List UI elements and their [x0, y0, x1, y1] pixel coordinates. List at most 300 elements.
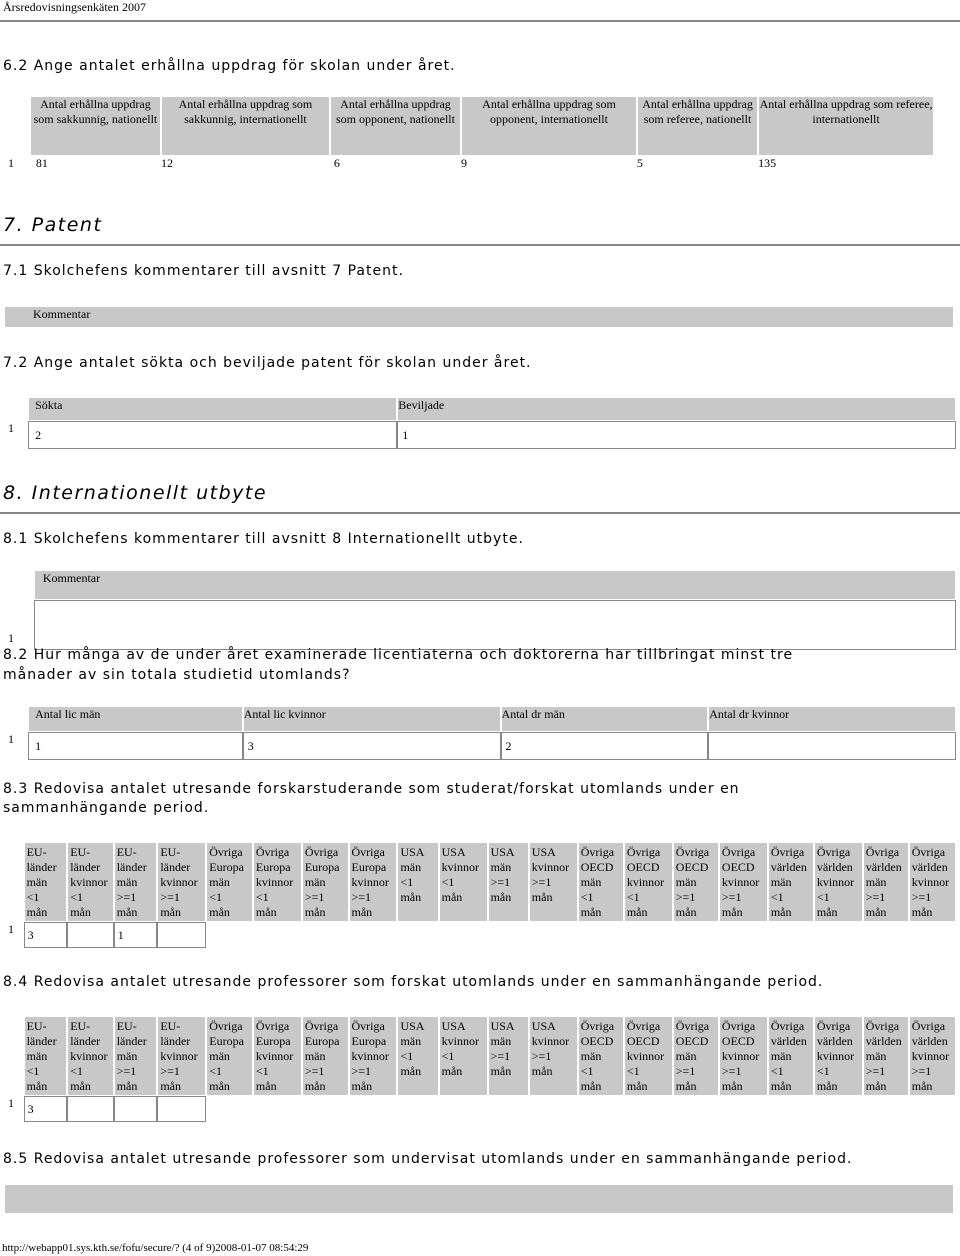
table-cell: 1: [28, 732, 243, 760]
column-header: [529, 1016, 578, 1096]
column-header: Antal erhållna uppdrag som opponent, nationellt: [330, 96, 461, 156]
column-header-line: mån: [160, 905, 181, 919]
column-header: Antal erhållna uppdrag som referee, internationellt: [758, 96, 934, 156]
column-header: [488, 1016, 529, 1096]
table-cell: [814, 1096, 863, 1122]
section-6-2-heading: 6.2 Ange antalet erhållna uppdrag för skolan under året.: [3, 58, 456, 74]
column-header-line: mån: [304, 905, 326, 919]
table-cell: [157, 922, 206, 948]
column-header-line: Europa: [304, 860, 340, 874]
assignments-table: [0, 96, 934, 176]
column-header-line: mån: [116, 1079, 138, 1093]
row-index: 1: [8, 631, 14, 645]
column-header-line: Övriga: [351, 1019, 385, 1033]
column-header-line: kvinnor: [531, 1034, 570, 1048]
column-header-line: EU-: [116, 845, 137, 859]
column-header: [529, 842, 578, 922]
table-cell: 81: [35, 156, 48, 170]
column-header-line: mån: [490, 890, 512, 904]
table-cell: [814, 922, 863, 948]
column-header-line: män: [675, 1049, 697, 1063]
column-header-line: kvinnor: [816, 875, 855, 889]
column-header-line: EU-: [70, 1019, 91, 1033]
column-header-line: <1: [626, 890, 640, 904]
table-cell: [624, 1096, 673, 1122]
column-header-line: mån: [626, 1079, 648, 1093]
column-header-line: >=1: [721, 890, 742, 904]
column-header-line: <1: [400, 875, 414, 889]
column-header-line: Övriga: [770, 1019, 805, 1033]
column-header-line: världen: [865, 1034, 902, 1048]
column-header-line: mån: [26, 1079, 48, 1093]
column-header: [909, 842, 956, 922]
column-header: [488, 842, 529, 922]
column-header-line: >=1: [160, 1064, 180, 1078]
column-header-line: män: [580, 1049, 602, 1063]
table-cell: [206, 922, 253, 948]
column-header-line: mån: [441, 1064, 463, 1078]
column-header-line: mån: [26, 905, 48, 919]
column-header: Kommentar: [34, 570, 956, 600]
column-header: [909, 1016, 956, 1096]
column-header: [24, 1016, 68, 1096]
row-index: 1: [8, 1096, 14, 1110]
column-header-line: OECD: [626, 1034, 660, 1048]
column-header-line: kvinnor: [626, 1049, 665, 1063]
column-header-line: mån: [626, 905, 648, 919]
column-header-line: <1: [255, 1064, 269, 1078]
column-header-line: mån: [675, 1079, 697, 1093]
table-cell: [67, 922, 114, 948]
column-header-line: mån: [531, 890, 553, 904]
column-header-line: kvinnor: [721, 1049, 760, 1063]
table-cell: 5: [636, 156, 643, 170]
column-header-line: Övriga: [626, 1019, 661, 1033]
column-header-line: kvinnor: [531, 860, 570, 874]
table-corner: [0, 842, 24, 922]
column-header-line: <1: [816, 890, 830, 904]
column-header-line: kvinnor: [70, 875, 108, 889]
column-header-line: USA: [490, 845, 515, 859]
column-header-line: mån: [770, 905, 792, 919]
column-header: [349, 842, 398, 922]
column-header-line: Övriga: [675, 845, 710, 859]
table-cell: [302, 922, 349, 948]
column-header-line: länder: [116, 860, 147, 874]
table-cell: [439, 922, 488, 948]
table-cell: [439, 1096, 488, 1122]
column-header-line: <1: [400, 1049, 414, 1063]
table-cell: 2: [28, 421, 397, 449]
column-header-line: länder: [70, 1034, 101, 1048]
column-header-line: >=1: [911, 890, 932, 904]
table-cell: 6: [333, 156, 340, 170]
column-header-line: mån: [116, 905, 138, 919]
table-cell: [909, 922, 956, 948]
column-header-line: världen: [911, 860, 948, 874]
column-header-line: länder: [70, 860, 101, 874]
column-header: Antal lic kvinnor: [243, 706, 501, 732]
column-header-line: <1: [770, 1064, 784, 1078]
abroad-graduates-table: [0, 706, 956, 760]
table-cell: [253, 1096, 302, 1122]
column-header: [673, 1016, 719, 1096]
column-header-line: Övriga: [865, 845, 900, 859]
table-cell: [708, 732, 956, 760]
column-header: [624, 1016, 673, 1096]
column-header-line: Övriga: [626, 845, 661, 859]
column-header-line: <1: [70, 1064, 83, 1078]
column-header-line: mån: [580, 905, 602, 919]
column-header-line: mån: [400, 890, 422, 904]
column-header-line: män: [209, 1049, 230, 1063]
column-header-line: kvinnor: [626, 875, 665, 889]
column-header: Beviljade: [397, 397, 956, 421]
divider: [0, 20, 960, 22]
column-header: Antal dr män: [501, 706, 709, 732]
column-header-line: världen: [770, 1034, 807, 1048]
column-header-line: Övriga: [911, 845, 946, 859]
column-header: Antal dr kvinnor: [708, 706, 956, 732]
column-header-line: mån: [531, 1064, 553, 1078]
column-header-line: >=1: [531, 875, 552, 889]
column-header: Antal erhållna uppdrag som opponent, internationellt: [461, 96, 637, 156]
column-header: [439, 842, 488, 922]
section-8-4-heading: 8.4 Redovisa antalet utresande professorer som forskat utomlands under en sammanhängande period.: [3, 974, 824, 990]
column-header: [814, 1016, 863, 1096]
column-header-line: män: [304, 1049, 326, 1063]
column-header-line: Övriga: [351, 845, 385, 859]
column-header-line: Övriga: [675, 1019, 710, 1033]
table-cell: [397, 1096, 438, 1122]
column-header-line: män: [26, 1049, 48, 1063]
column-header-line: >=1: [490, 875, 511, 889]
column-header-line: kvinnor: [911, 1049, 950, 1063]
column-header-line: män: [400, 860, 422, 874]
table-cell: [349, 922, 398, 948]
page-header-title: Årsredovisningsenkäten 2007: [3, 0, 146, 14]
column-header-line: mån: [911, 905, 933, 919]
column-header-line: mån: [351, 1079, 373, 1093]
divider: [0, 244, 960, 246]
column-header-line: Övriga: [721, 1019, 756, 1033]
column-header-line: >=1: [865, 890, 886, 904]
column-header-line: Övriga: [721, 845, 756, 859]
column-header-line: mån: [721, 1079, 743, 1093]
column-header: [114, 842, 158, 922]
table-cell: [302, 1096, 349, 1122]
column-header-line: länder: [26, 860, 57, 874]
column-header-line: män: [865, 1049, 887, 1063]
column-header-line: Europa: [255, 1034, 291, 1048]
section-7-heading: 7. Patent: [3, 214, 103, 236]
column-header-line: mån: [770, 1079, 792, 1093]
column-header-line: USA: [531, 845, 556, 859]
table-corner: [0, 706, 28, 732]
table-cell: [863, 922, 909, 948]
column-header: [302, 842, 349, 922]
section-8-3-heading-line2: sammanhängande period.: [3, 800, 210, 816]
column-header: [397, 1016, 438, 1096]
column-header-line: mån: [160, 1079, 181, 1093]
table-cell: [349, 1096, 398, 1122]
column-header-line: mån: [351, 905, 373, 919]
column-header-line: >=1: [160, 890, 180, 904]
column-header: [206, 1016, 253, 1096]
column-header-line: Övriga: [580, 1019, 615, 1033]
table-cell: [863, 1096, 909, 1122]
column-header: [624, 842, 673, 922]
column-header-line: mån: [255, 1079, 277, 1093]
section-8-2-heading-line2: månader av sin totala studietid utomlands?: [3, 667, 351, 683]
section-8-2-heading-line1: 8.2 Hur många av de under året examinerade licentiaterna och doktorerna har tillbringat minst tre: [3, 647, 794, 663]
column-header-line: OECD: [580, 1034, 614, 1048]
column-header-line: mån: [675, 905, 697, 919]
table-cell: [157, 1096, 206, 1122]
column-header-line: länder: [116, 1034, 147, 1048]
column-header-line: Övriga: [580, 845, 615, 859]
section-8-5-heading: 8.5 Redovisa antalet utresande professorer som undervisat utomlands under en sammanhängande period.: [3, 1151, 853, 1167]
column-header-line: >=1: [531, 1049, 552, 1063]
column-header-line: män: [675, 875, 697, 889]
column-header: [863, 842, 909, 922]
table-cell: [673, 922, 719, 948]
column-header-line: <1: [26, 1064, 40, 1078]
column-header-line: män: [116, 875, 138, 889]
column-header: [863, 1016, 909, 1096]
section-7-1-heading: 7.1 Skolchefens kommentarer till avsnitt 7 Patent.: [3, 263, 404, 279]
column-header-line: kvinnor: [255, 1049, 294, 1063]
page-footer-url: http://webapp01.sys.kth.se/fofu/secure/? (4 of 9)2008-01-07 08:54:29: [2, 1242, 309, 1254]
column-header-line: OECD: [675, 1034, 709, 1048]
column-header: Antal erhållna uppdrag som sakkunnig, nationellt: [30, 96, 161, 156]
column-header-line: OECD: [580, 860, 614, 874]
column-header: [578, 842, 624, 922]
column-header-line: män: [770, 875, 792, 889]
column-header-line: mån: [400, 1064, 422, 1078]
column-header-line: kvinnor: [351, 1049, 389, 1063]
column-header-line: <1: [816, 1064, 830, 1078]
column-header-line: världen: [865, 860, 902, 874]
column-header-line: Europa: [255, 860, 291, 874]
column-header-line: <1: [209, 1064, 223, 1078]
column-header: [253, 1016, 302, 1096]
column-header: [578, 1016, 624, 1096]
table-cell: [67, 1096, 114, 1122]
column-header-line: <1: [26, 890, 40, 904]
column-header-line: män: [116, 1049, 138, 1063]
column-header: [719, 1016, 768, 1096]
column-header-line: OECD: [675, 860, 709, 874]
column-header-line: kvinnor: [255, 875, 294, 889]
column-header-line: mån: [209, 1079, 230, 1093]
table-cell: [253, 922, 302, 948]
column-header-line: <1: [580, 890, 594, 904]
divider: [0, 512, 960, 514]
column-header-line: <1: [441, 1049, 455, 1063]
column-header: [719, 842, 768, 922]
table-cell: [397, 922, 438, 948]
column-header-line: män: [209, 875, 230, 889]
column-header-line: USA: [441, 1019, 466, 1033]
table-cell: [529, 1096, 578, 1122]
table-cell: 1: [397, 421, 956, 449]
table-cell: 3: [24, 1096, 68, 1122]
column-header-line: Övriga: [865, 1019, 900, 1033]
table-cell: 3: [24, 922, 68, 948]
column-header-line: mån: [70, 1079, 91, 1093]
column-header-line: >=1: [304, 1064, 325, 1078]
table-cell: [529, 922, 578, 948]
table-cell: [578, 922, 624, 948]
column-header: [67, 1016, 114, 1096]
table-cell: [768, 922, 814, 948]
column-header: Sökta: [28, 397, 397, 421]
row-index: 1: [8, 732, 14, 746]
section-7-2-heading: 7.2 Ange antalet sökta och beviljade patent för skolan under året.: [3, 355, 532, 371]
table-corner: [0, 397, 28, 421]
column-header: [67, 842, 114, 922]
column-header-line: mån: [911, 1079, 933, 1093]
table-cell: [673, 1096, 719, 1122]
column-header-line: kvinnor: [721, 875, 760, 889]
column-header-line: världen: [816, 860, 853, 874]
column-header-line: män: [865, 875, 887, 889]
table-cell: [578, 1096, 624, 1122]
column-header: [397, 842, 438, 922]
column-header-line: EU-: [160, 1019, 181, 1033]
column-header: [673, 842, 719, 922]
row-index: 1: [8, 922, 14, 936]
column-header-line: mån: [209, 905, 230, 919]
column-header-line: >=1: [865, 1064, 886, 1078]
table-cell: 135: [758, 156, 777, 170]
column-header-line: Övriga: [816, 845, 851, 859]
column-header-line: Europa: [351, 1034, 387, 1048]
column-header-line: Övriga: [304, 845, 339, 859]
column-header-line: Europa: [304, 1034, 340, 1048]
column-header-line: mån: [255, 905, 277, 919]
column-header-line: <1: [255, 890, 269, 904]
table-cell: [909, 1096, 956, 1122]
column-header-line: Övriga: [911, 1019, 946, 1033]
column-header-line: <1: [209, 890, 223, 904]
column-header-line: mån: [721, 905, 743, 919]
column-header-line: <1: [70, 890, 83, 904]
column-header-line: mån: [865, 1079, 887, 1093]
table-cell: [206, 1096, 253, 1122]
column-header-line: kvinnor: [351, 875, 389, 889]
column-header-line: >=1: [116, 1064, 137, 1078]
table-header-row: [4, 1184, 954, 1214]
column-header: [157, 842, 206, 922]
column-header: [157, 1016, 206, 1096]
column-header-line: män: [580, 875, 602, 889]
column-header-line: EU-: [26, 845, 47, 859]
column-header: Antal lic män: [28, 706, 243, 732]
column-header-line: EU-: [26, 1019, 47, 1033]
column-header-line: män: [490, 860, 512, 874]
column-header-line: män: [26, 875, 48, 889]
exchange-comment-table: [0, 570, 956, 650]
table-cell: [488, 922, 529, 948]
column-header-line: mån: [490, 1064, 512, 1078]
table-corner: [0, 1016, 24, 1096]
column-header-line: >=1: [351, 1064, 372, 1078]
column-header-line: USA: [531, 1019, 556, 1033]
column-header: [253, 842, 302, 922]
table-cell: [719, 922, 768, 948]
column-header-line: <1: [770, 890, 784, 904]
section-8-heading: 8. Internationellt utbyte: [3, 482, 268, 504]
table-cell: [624, 922, 673, 948]
column-header-line: kvinnor: [816, 1049, 855, 1063]
column-header-line: kvinnor: [441, 1034, 479, 1048]
column-header-line: Europa: [209, 860, 244, 874]
column-header-line: >=1: [351, 890, 372, 904]
column-header: [814, 842, 863, 922]
column-header-line: >=1: [675, 1064, 696, 1078]
column-header-line: män: [490, 1034, 512, 1048]
column-header-line: män: [400, 1034, 422, 1048]
column-header-line: världen: [816, 1034, 853, 1048]
column-header-line: USA: [400, 845, 425, 859]
column-header-line: >=1: [116, 890, 137, 904]
column-header-line: EU-: [160, 845, 181, 859]
column-header: [302, 1016, 349, 1096]
column-header-line: >=1: [911, 1064, 932, 1078]
table-corner: [0, 96, 30, 156]
patents-table: [0, 397, 956, 449]
column-header: [768, 1016, 814, 1096]
column-header-line: Övriga: [816, 1019, 851, 1033]
table-cell: [488, 1096, 529, 1122]
column-header-line: män: [770, 1049, 792, 1063]
column-header-line: Europa: [209, 1034, 244, 1048]
column-header-line: EU-: [116, 1019, 137, 1033]
table-cell: [719, 1096, 768, 1122]
table-cell: [768, 1096, 814, 1122]
comment-cell: [34, 600, 956, 650]
column-header-line: <1: [580, 1064, 594, 1078]
column-header-line: mån: [865, 905, 887, 919]
professors-research-table: [0, 1016, 956, 1122]
column-header-line: Övriga: [255, 1019, 290, 1033]
column-header: Kommentar: [4, 306, 954, 328]
column-header-line: Europa: [351, 860, 387, 874]
column-header-line: EU-: [70, 845, 91, 859]
column-header-line: mån: [304, 1079, 326, 1093]
column-header-line: USA: [441, 845, 466, 859]
students-abroad-table: [0, 842, 956, 948]
column-header: Antal erhållna uppdrag som referee, nationellt: [637, 96, 758, 156]
column-header-line: kvinnor: [70, 1049, 108, 1063]
column-header-line: mån: [441, 890, 463, 904]
section-8-3-heading-line1: 8.3 Redovisa antalet utresande forskarstuderande som studerat/forskat utomlands under en: [3, 781, 740, 797]
column-header-line: mån: [70, 905, 91, 919]
column-header: [24, 842, 68, 922]
column-header-line: Övriga: [209, 1019, 243, 1033]
column-header-line: kvinnor: [911, 875, 950, 889]
column-header-line: världen: [911, 1034, 948, 1048]
column-header-line: <1: [626, 1064, 640, 1078]
column-header-line: kvinnor: [160, 875, 198, 889]
row-index: 1: [8, 421, 14, 435]
column-header: [114, 1016, 158, 1096]
column-header-line: världen: [770, 860, 807, 874]
column-header-line: Övriga: [255, 845, 290, 859]
column-header-line: kvinnor: [441, 860, 479, 874]
